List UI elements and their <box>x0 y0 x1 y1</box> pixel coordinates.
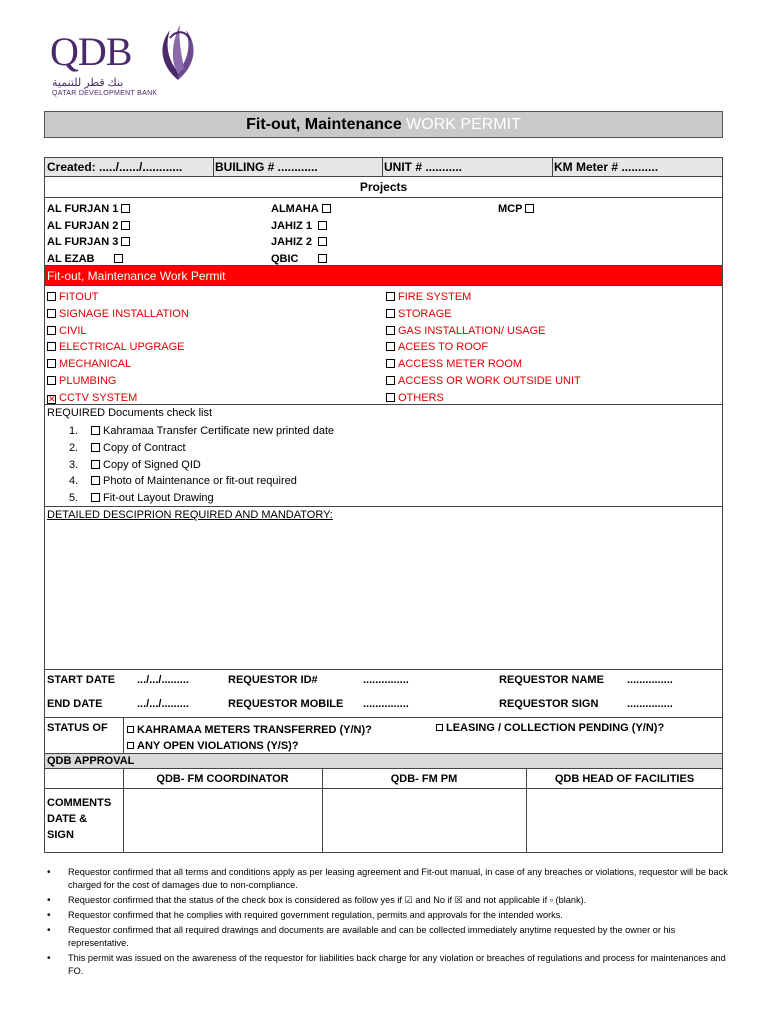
projects-heading: Projects <box>359 180 408 194</box>
requestor-name-field[interactable]: ............... <box>627 674 673 686</box>
project-item[interactable]: AL FURJAN 2 <box>47 218 130 235</box>
start-date-field[interactable]: .../.../......... <box>137 674 189 686</box>
approval-heading-row <box>45 754 722 769</box>
km-meter-field[interactable]: KM Meter # ........... <box>554 160 659 174</box>
status-violations[interactable]: ANY OPEN VIOLATIONS (Y/S)? <box>127 738 372 754</box>
comments-label: COMMENTS <box>47 797 112 809</box>
permit-option[interactable]: PLUMBING <box>47 373 189 390</box>
title-work-permit: WORK PERMIT <box>406 116 521 133</box>
date-label: DATE & <box>47 813 88 825</box>
title-main: Fit-out, Maintenance <box>246 116 402 133</box>
requestor-mobile-label: REQUESTOR MOBILE <box>228 698 344 710</box>
terms-item: • This permit was issued on the awareness of the requestor for liabilities back charge for any violation or breaches of regulations and process for maintenances and FO. <box>47 953 726 976</box>
projects-list <box>45 198 722 266</box>
unit-field[interactable]: UNIT # ........... <box>384 160 463 174</box>
status-section <box>45 718 722 754</box>
project-item[interactable]: JAHIZ 1 <box>271 218 331 235</box>
project-item[interactable]: MCP <box>498 201 534 218</box>
requestor-sign-label: REQUESTOR SIGN <box>499 698 599 710</box>
permit-heading-bar <box>45 266 722 286</box>
permit-option[interactable]: FIRE SYSTEM <box>386 289 581 306</box>
permit-option[interactable]: CIVIL <box>47 323 189 340</box>
qdb-logo <box>50 20 210 100</box>
checkbox[interactable] <box>322 204 331 213</box>
checkbox[interactable] <box>318 221 327 230</box>
document-item[interactable]: 2. Copy of Contract <box>69 441 186 454</box>
checkbox[interactable] <box>114 254 123 263</box>
fm-coordinator-header: QDB- FM COORDINATOR <box>156 773 289 785</box>
terms-item: • Requestor confirmed that all terms and conditions apply as per leasing agreement and Fit-out manual, in case of any breaches or violations, requestor will be back charged for the cost of damages due to non-compliance. <box>47 867 728 890</box>
document-item[interactable]: 5. Fit-out Layout Drawing <box>69 492 214 505</box>
logo-swirl-icon <box>150 20 206 82</box>
checkbox[interactable] <box>121 221 130 230</box>
requestor-id-label: REQUESTOR ID# <box>228 674 318 686</box>
project-item[interactable]: QBIC <box>271 251 331 268</box>
terms-item: • Requestor confirmed that the status of the check box is considered as follow yes if ☑ and No if ☒ and not applicable if ▫ (blank). <box>47 895 587 906</box>
permit-option-checked[interactable]: ✕ CCTV SYSTEM <box>48 391 138 404</box>
project-item[interactable]: AL EZAB <box>47 251 130 268</box>
terms-item: • Requestor confirmed that all required drawings and documents are available and can be collected immediately anytime requested by the owner or his representative. <box>47 925 676 948</box>
requestor-name-label: REQUESTOR NAME <box>499 674 604 686</box>
permit-form <box>44 157 723 853</box>
logo-text: QDB <box>50 29 132 74</box>
terms-item: • Requestor confirmed that he complies with required government regulation, permits and approvals for the intended works. <box>47 910 563 921</box>
head-facilities-sign[interactable] <box>527 789 723 853</box>
checked-box-icon: ✕ <box>48 393 56 404</box>
fm-pm-header: QDB- FM PM <box>390 773 458 785</box>
requestor-id-field[interactable]: ............... <box>363 674 409 686</box>
terms-list <box>44 866 729 978</box>
documents-checklist <box>45 405 722 507</box>
approval-columns <box>45 769 722 789</box>
sign-label: SIGN <box>47 829 74 841</box>
permit-option[interactable]: ELECTRICAL UPGRAGE <box>47 339 189 356</box>
status-label: STATUS OF <box>47 722 108 734</box>
description-area[interactable] <box>45 507 722 670</box>
permit-option[interactable]: SIGNAGE INSTALLATION <box>47 306 189 323</box>
dates-section <box>45 670 722 718</box>
permit-option[interactable]: ACCESS METER ROOM <box>386 356 581 373</box>
documents-heading: REQUIRED Documents check list <box>47 407 213 419</box>
fm-pm-sign[interactable] <box>323 789 525 853</box>
permit-option[interactable]: ACEES TO ROOF <box>386 339 581 356</box>
requestor-sign-field[interactable]: ............... <box>627 698 673 710</box>
requestor-mobile-field[interactable]: ............... <box>363 698 409 710</box>
created-field[interactable]: Created: ...../....../............ <box>47 160 183 174</box>
approval-sign-row <box>45 789 722 853</box>
project-item[interactable]: JAHIZ 2 <box>271 234 331 251</box>
end-date-label: END DATE <box>47 698 103 710</box>
checkbox[interactable] <box>121 237 130 246</box>
project-item[interactable]: AL FURJAN 3 <box>47 234 130 251</box>
project-item[interactable]: ALMAHA <box>271 201 331 218</box>
start-date-label: START DATE <box>47 674 116 686</box>
document-item[interactable]: 3. Copy of Signed QID <box>69 458 201 471</box>
status-kahramaa[interactable]: KAHRAMAA METERS TRANSFERRED (Y/N)? <box>127 722 372 738</box>
checkbox[interactable] <box>525 204 534 213</box>
status-leasing[interactable]: LEASING / COLLECTION PENDING (Y/N)? <box>436 722 664 734</box>
approval-heading: QDB APPROVAL <box>47 755 135 767</box>
page-title <box>44 111 723 138</box>
permit-option[interactable]: FITOUT <box>47 289 189 306</box>
end-date-field[interactable]: .../.../......... <box>137 698 189 710</box>
permit-option[interactable]: OTHERS <box>386 390 581 407</box>
permit-option[interactable]: ACCESS OR WORK OUTSIDE UNIT <box>386 373 581 390</box>
description-label: DETAILED DESCIPRION REQUIRED AND MANDATORY: <box>47 509 333 521</box>
logo-english: QATAR DEVELOPMENT BANK <box>52 90 158 97</box>
fm-coordinator-sign[interactable] <box>124 789 321 853</box>
document-item[interactable]: 4. Photo of Maintenance or fit-out required <box>69 475 297 488</box>
permit-option[interactable]: STORAGE <box>386 306 581 323</box>
header-row <box>45 158 722 177</box>
permit-types <box>45 286 722 405</box>
permit-option[interactable]: GAS INSTALLATION/ USAGE <box>386 323 581 340</box>
checkbox[interactable] <box>318 237 327 246</box>
logo-arabic: بنك قطر للتنمية <box>52 77 124 89</box>
building-field[interactable]: BUILING # ............ <box>215 160 318 174</box>
permit-heading: Fit-out, Maintenance Work Permit <box>47 269 226 283</box>
project-item[interactable]: AL FURJAN 1 <box>47 201 130 218</box>
checkbox[interactable] <box>318 254 327 263</box>
head-facilities-header: QDB HEAD OF FACILITIES <box>554 773 695 785</box>
projects-heading-row <box>45 177 722 198</box>
checkbox[interactable] <box>121 204 130 213</box>
document-item[interactable]: 1. Kahramaa Transfer Certificate new printed date <box>69 425 335 437</box>
permit-option[interactable]: MECHANICAL <box>47 356 189 373</box>
